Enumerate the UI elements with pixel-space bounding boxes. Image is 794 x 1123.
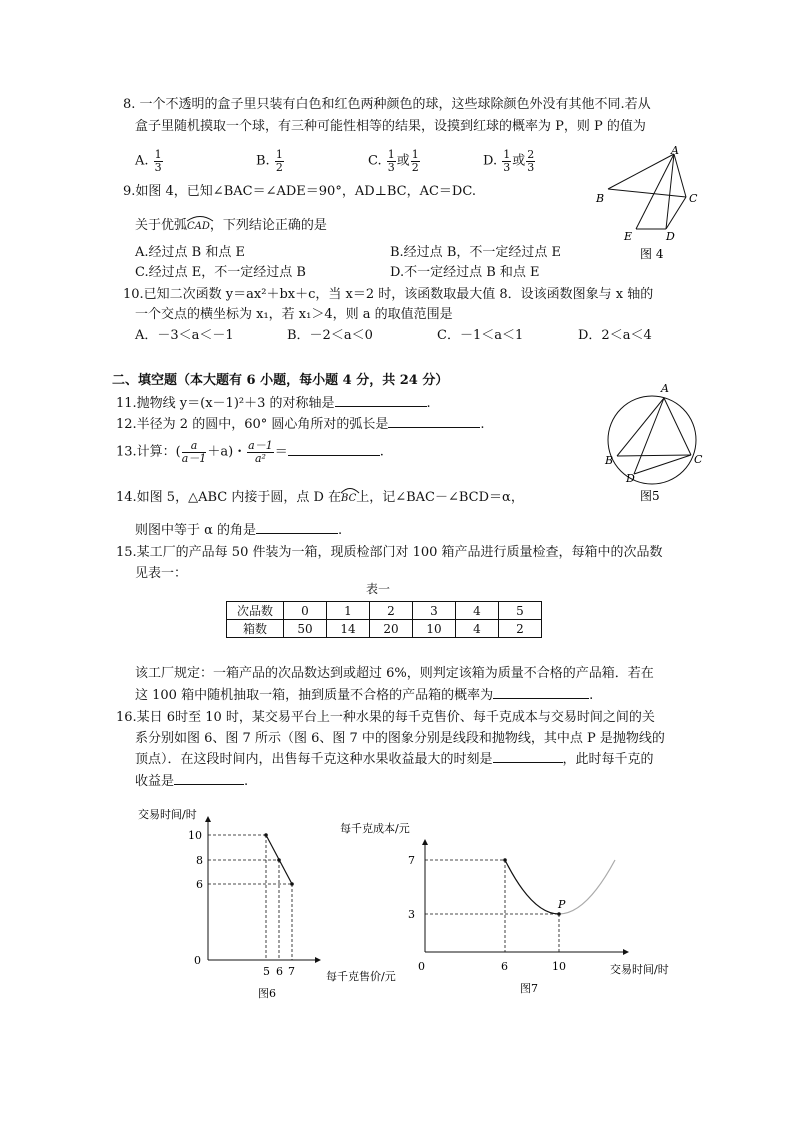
defects-table [226, 601, 542, 638]
arc-icon [339, 486, 361, 494]
figure-7 [340, 812, 669, 1002]
arc-cad: CAD [187, 216, 210, 232]
fraction: $\frac{1}{2}$ [275, 148, 283, 174]
q12-end: . [480, 417, 485, 432]
q10-option-b: B．－2＜a＜0 [287, 328, 373, 343]
q11-text: 11.抛物线 y＝(x－1)²＋3 的对称轴是 [116, 396, 335, 411]
answer-blank[interactable] [388, 427, 480, 428]
table-cell: 3 [413, 602, 456, 620]
q16-line4-text: 收益是 [135, 774, 175, 789]
answer-blank[interactable] [493, 698, 589, 699]
fig7-point-p: P [558, 898, 566, 911]
answer-blank[interactable] [174, 784, 244, 785]
or-text: 或 [512, 153, 526, 169]
table-cell: 4 [456, 620, 499, 638]
q8-option-c-label: C. [368, 153, 382, 169]
arc-icon [185, 214, 215, 222]
q13-equals: ＝ [274, 444, 288, 460]
arc-bc: BC [341, 488, 356, 504]
fig6-xtick-6: 6 [276, 965, 283, 978]
answer-blank[interactable] [493, 762, 563, 763]
answer-blank[interactable] [335, 406, 427, 407]
table-cell: 2 [499, 620, 542, 638]
fraction: $\frac{a-1}{\text{a²}}$ [248, 439, 273, 465]
q15-line1: 15.某工厂的产品每 50 件装为一箱，现质检部门对 100 箱产品进行质量检查，每箱中的次品数 [116, 545, 663, 560]
fig5-label-d: D [626, 472, 635, 485]
fig4-label-e: E [624, 230, 633, 243]
fig4-caption: 图 4 [640, 247, 664, 261]
table-cell: 0 [284, 602, 327, 620]
q10-line1: 10.已知二次函数 y＝ax²＋bx＋c，当 x＝2 时，该函数取最大值 8．设该函数图象与 x 轴的 [123, 287, 654, 302]
q14-line2-text: 则图中等于 α 的角是 [135, 523, 257, 538]
q13-line [116, 440, 384, 464]
fig7-ytick-3: 3 [408, 908, 415, 921]
fig6-ytick-8: 8 [196, 854, 203, 867]
table-row-header: 次品数 [227, 602, 284, 620]
q8-line1: 8. 一个不透明的盒子里只装有白色和红色两种颜色的球，这些球除颜色外没有其他不同.若从 [123, 97, 651, 112]
q14-end: . [338, 523, 343, 538]
q8-line2: 盒子里随机摸取一个球，有三种可能性相等的结果，设摸到红球的概率为 P，则 P 的值为 [135, 119, 646, 134]
q9-line1: 9.如图 4，已知∠BAC＝∠ADE＝90°，AD⊥BC，AC＝DC. [123, 184, 476, 199]
table-cell: 14 [327, 620, 370, 638]
q16-line3-suffix: ，此时每千克的 [562, 752, 654, 767]
fig6-xlabel: 每千克售价/元 [326, 970, 396, 983]
fig6-caption: 图6 [258, 987, 276, 1000]
q14-line1-suffix: 上，记∠BAC－∠BCD＝α， [356, 490, 524, 505]
table-cell: 1 [327, 602, 370, 620]
fig4-label-d: D [666, 230, 675, 243]
q9-line2 [135, 216, 327, 232]
fig7-origin: 0 [418, 960, 425, 973]
q12-line [116, 418, 485, 431]
fig7-caption: 图7 [520, 982, 538, 995]
fraction: $\frac{1}{3}$ [154, 148, 162, 174]
fig6-ylabel: 交易时间/时 [138, 808, 197, 821]
q12-text: 12.半径为 2 的圆中，60° 圆心角所对的弧长是 [116, 417, 389, 432]
q14-line1-prefix: 14.如图 5，△ABC 内接于圆，点 D 在 [116, 490, 342, 505]
table-cell: 50 [284, 620, 327, 638]
fig5-label-a: A [661, 382, 669, 395]
fig5-caption: 图5 [640, 489, 660, 503]
fraction: $\frac{1}{2}$ [411, 148, 419, 174]
fraction: $\frac{a}{a-1}$ [181, 439, 207, 465]
q16-line1: 16.某日 6时至 10 时，某交易平台上一种水果的每千克售价、每千克成本与交易时间之间的关 [116, 710, 655, 725]
fig6-ytick-10: 10 [188, 829, 202, 842]
fig7-xlabel: 交易时间/时 [610, 963, 669, 976]
q8-option-b [256, 149, 285, 173]
fig7-ytick-7: 7 [408, 854, 415, 867]
fig6-xtick-5: 5 [263, 965, 270, 978]
q15-line3: 该工厂规定：一箱产品的次品数达到或超过 6%，则判定该箱为质量不合格的产品箱．若在 [135, 666, 654, 681]
section2-title: 二、填空题（本大题有 6 小题，每小题 4 分，共 24 分） [112, 373, 449, 388]
q10-option-a: A．－3＜a＜－1 [135, 328, 234, 343]
q10-option-d: D．2＜a＜4 [578, 328, 652, 343]
q8-option-a [135, 149, 164, 173]
q8-option-b-label: B. [256, 153, 270, 169]
q13-prefix: 13.计算：( [116, 444, 181, 460]
q14-line1 [116, 488, 524, 504]
q10-line2: 一个交点的横坐标为 x₁，若 x₁＞4，则 a 的取值范围是 [135, 307, 453, 322]
fig4-label-a: A [671, 144, 679, 157]
figure-5 [600, 376, 720, 501]
fig5-label-b: B [605, 454, 614, 467]
q15-line4 [135, 689, 593, 702]
fig4-label-b: B [596, 192, 605, 205]
q10-option-c: C．－1＜a＜1 [437, 328, 524, 343]
table-row-header: 箱数 [227, 620, 284, 638]
q15-end: . [589, 688, 594, 703]
q15-line4-text: 这 100 箱中随机抽取一箱，抽到质量不合格的产品箱的概率为 [135, 688, 494, 703]
table-cell: 20 [370, 620, 413, 638]
fig7-ylabel: 每千克成本/元 [340, 822, 410, 835]
table-title: 表一 [366, 582, 391, 596]
q13-end: . [379, 444, 384, 460]
q9-option-c: C.经过点 E，不一定经过点 B [135, 265, 306, 280]
q9-option-b: B.经过点 B，不一定经过点 E [390, 245, 561, 260]
q8-option-d [483, 149, 536, 173]
fig7-xtick-10: 10 [552, 960, 566, 973]
or-text: 或 [396, 153, 410, 169]
q16-line3-text: 顶点）．在这段时间内，出售每千克这种水果收益最大的时刻是 [135, 752, 493, 767]
q16-line4 [135, 775, 248, 788]
table-row [227, 602, 542, 620]
q13-plus: ＋a)・ [207, 444, 247, 460]
q16-end: . [244, 774, 249, 789]
fig4-label-c: C [689, 192, 698, 205]
q15-line2: 见表一： [135, 566, 188, 581]
q9-line2-prefix: 关于优弧 [135, 218, 188, 233]
q11-line [116, 397, 431, 410]
q16-line3 [135, 753, 654, 766]
fraction: $\frac{1}{3}$ [387, 148, 395, 174]
q9-option-d: D.不一定经过点 B 和点 E [390, 265, 540, 280]
q16-line2: 系分别如图 6、图 7 所示（图 6、图 7 中的图象分别是线段和抛物线，其中点 P 是抛物线的 [135, 731, 665, 746]
fraction: $\frac{1}{3}$ [503, 148, 511, 174]
table-cell: 4 [456, 602, 499, 620]
table-cell: 10 [413, 620, 456, 638]
q9-option-a: A.经过点 B 和点 E [135, 245, 245, 260]
fig6-origin: 0 [194, 954, 201, 967]
table-cell: 5 [499, 602, 542, 620]
q14-line2 [135, 524, 342, 537]
table-row [227, 620, 542, 638]
table-cell: 2 [370, 602, 413, 620]
fraction: $\frac{2}{3}$ [527, 148, 535, 174]
q11-end: . [426, 396, 431, 411]
q8-option-c [368, 149, 421, 173]
answer-blank[interactable] [288, 455, 380, 456]
figure-4 [590, 144, 710, 261]
q8-option-d-label: D. [483, 153, 498, 169]
fig5-label-c: C [694, 453, 703, 466]
fig7-xtick-6: 6 [501, 960, 508, 973]
fig6-xtick-7: 7 [288, 965, 295, 978]
fig6-ytick-6: 6 [196, 878, 203, 891]
q8-option-a-label: A. [135, 153, 149, 169]
answer-blank[interactable] [256, 533, 338, 534]
q9-line2-suffix: ，下列结论正确的是 [209, 218, 327, 233]
